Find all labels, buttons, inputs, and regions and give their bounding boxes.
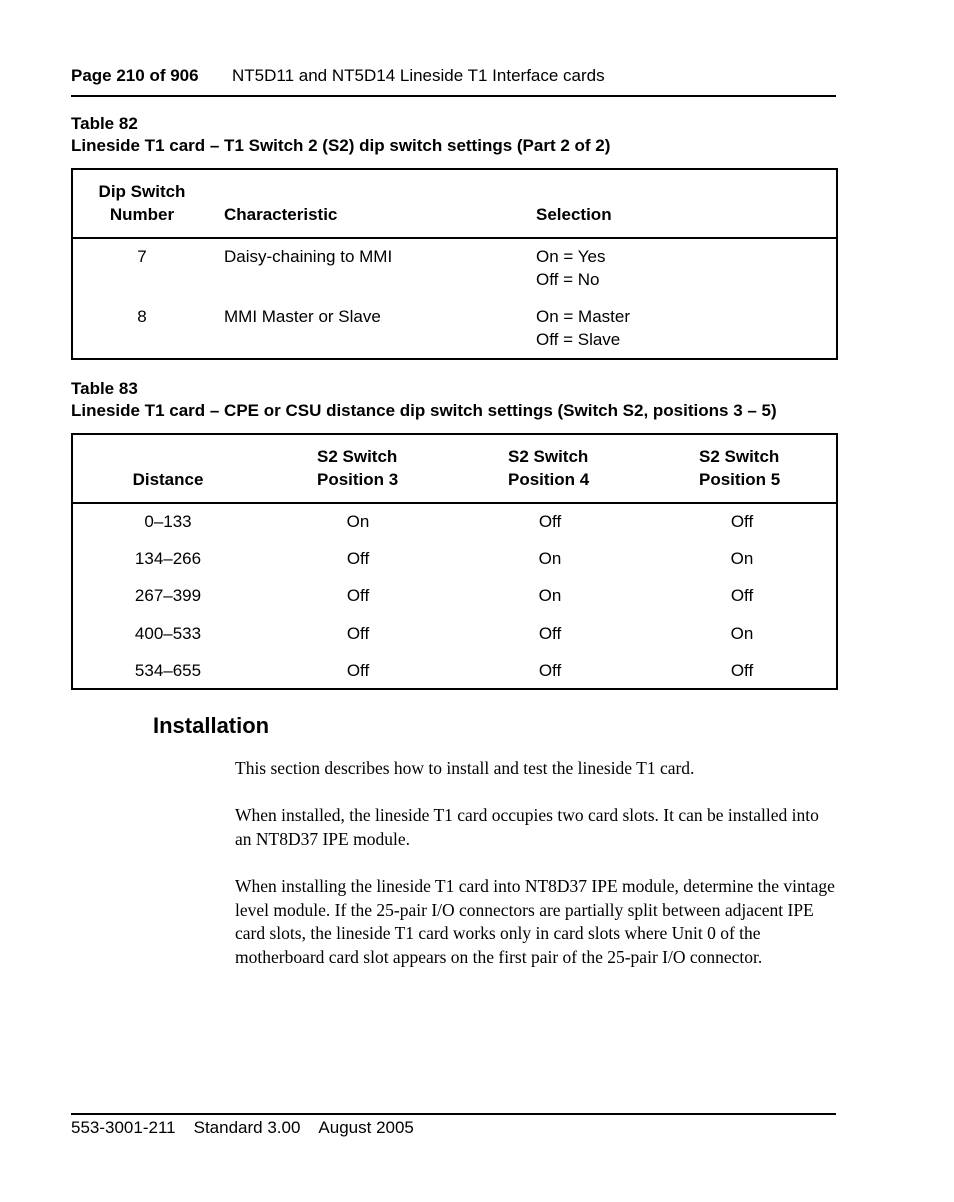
table83-header-p3-line1: S2 Switch: [317, 447, 398, 466]
table83-row2-p3: Off: [346, 549, 370, 568]
table83-number: Table 83: [71, 379, 138, 398]
table83-row4-p3: Off: [346, 624, 370, 643]
table83-header-p5-line1: S2 Switch: [699, 447, 780, 466]
table83-row2-p5: On: [730, 549, 754, 568]
footer-standard: Standard 3.00: [193, 1118, 301, 1137]
table83-header-p4-line1: S2 Switch: [508, 447, 589, 466]
table83-row5-p5: Off: [730, 661, 754, 680]
table83-row4-p5: On: [730, 624, 754, 643]
paragraph-card-slots: When installed, the lineside T1 card occupies two card slots. It can be installed into an NT8D37 IPE module.: [235, 805, 819, 849]
table82-header-dip-line1: Dip Switch: [98, 182, 186, 201]
table82-header-dip-line2: Number: [109, 205, 175, 224]
table82-number: Table 82: [71, 114, 138, 133]
table83-header-rule: [73, 502, 836, 504]
table82-header-rule: [73, 237, 836, 239]
footer-doc-number: 553-3001-211: [71, 1118, 176, 1137]
table82-row1-selection-off: Off = No: [536, 270, 600, 289]
table83-row4-distance: 400–533: [134, 624, 202, 643]
table83-row1-p3: On: [346, 512, 370, 531]
header-rule: [71, 95, 836, 97]
table83-row5-distance: 534–655: [134, 661, 202, 680]
footer-date: August 2005: [318, 1118, 414, 1137]
table82-header-selection: Selection: [536, 205, 612, 224]
table82-header-characteristic: Characteristic: [224, 205, 338, 224]
footer-rule: [71, 1113, 836, 1115]
table83-row3-p5: Off: [730, 586, 754, 605]
paragraph-vintage-level: When installing the lineside T1 card into NT8D37 IPE module, determine the vintage level module. If the 25-pair I/O connectors are partially split between adjacent IPE card slots, the lineside T1 card works only in card slots where Unit 0 of the motherboard card slot appears on the first pair of the 25-pair I/O connector.: [235, 876, 835, 967]
table83-row1-p4: Off: [538, 512, 562, 531]
table83-row3-p4: On: [538, 586, 562, 605]
table83-row1-distance: 0–133: [144, 512, 192, 531]
table83-row3-p3: Off: [346, 586, 370, 605]
table83: [71, 433, 838, 690]
table82-row2-selection-off: Off = Slave: [536, 330, 621, 349]
table83-header-p3-line2: Position 3: [317, 470, 399, 489]
table82-caption: Lineside T1 card – T1 Switch 2 (S2) dip switch settings (Part 2 of 2): [71, 136, 611, 155]
table82-row2-number: 8: [137, 307, 147, 326]
document-title: NT5D11 and NT5D14 Lineside T1 Interface cards: [232, 66, 605, 85]
table82-row2-characteristic: MMI Master or Slave: [224, 307, 381, 326]
page-number: Page 210 of 906: [71, 66, 199, 85]
table83-caption: Lineside T1 card – CPE or CSU distance dip switch settings (Switch S2, positions 3 – 5): [71, 401, 777, 420]
footer: [71, 1118, 432, 1138]
paragraph-intro: This section describes how to install and test the lineside T1 card.: [235, 758, 695, 778]
table83-row2-p4: On: [538, 549, 562, 568]
table82-row2-selection-on: On = Master: [536, 307, 631, 326]
table82: [71, 168, 838, 360]
table83-row5-p3: Off: [346, 661, 370, 680]
table82-row1-selection-on: On = Yes: [536, 247, 606, 266]
table83-row5-p4: Off: [538, 661, 562, 680]
table83-header-p4-line2: Position 4: [508, 470, 590, 489]
table82-row1-characteristic: Daisy-chaining to MMI: [224, 247, 393, 266]
table83-row3-distance: 267–399: [134, 586, 202, 605]
table83-row4-p4: Off: [538, 624, 562, 643]
table83-row2-distance: 134–266: [134, 549, 202, 568]
table83-row1-p5: Off: [730, 512, 754, 531]
table83-header-p5-line2: Position 5: [699, 470, 781, 489]
table83-header-distance: Distance: [132, 470, 204, 489]
section-title: Installation: [153, 713, 270, 738]
table82-row1-number: 7: [137, 247, 147, 266]
